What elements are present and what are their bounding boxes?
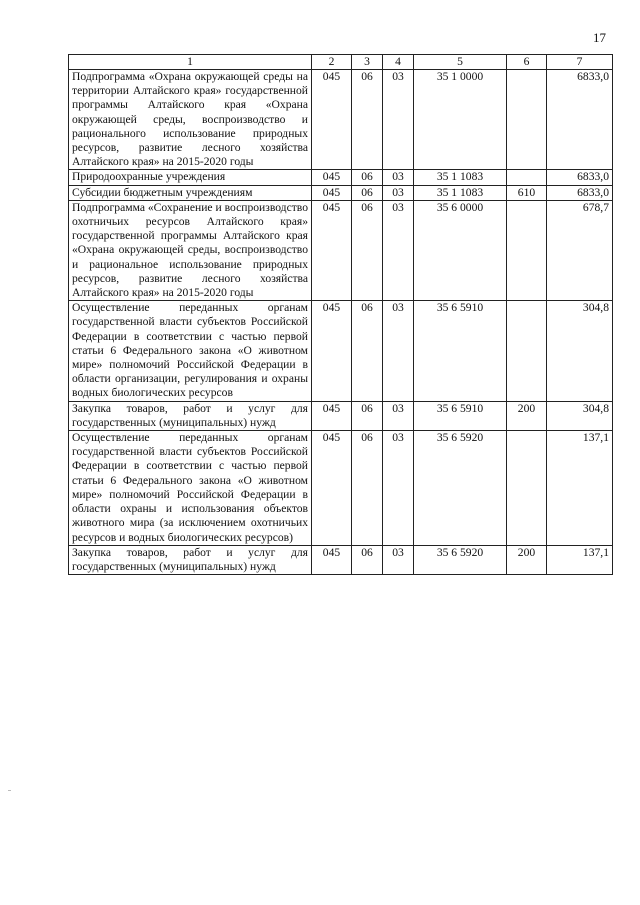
row-subsection-code: 03: [383, 545, 414, 574]
row-expense-type: [507, 200, 547, 300]
row-ministry-code: 045: [312, 431, 352, 546]
header-col-4: 4: [383, 55, 414, 70]
row-section-code: 06: [352, 70, 383, 170]
row-section-code: 06: [352, 185, 383, 200]
table-row: [69, 200, 613, 300]
row-ministry-code: 045: [312, 301, 352, 401]
row-amount: 137,1: [547, 545, 613, 574]
table-row: [69, 545, 613, 574]
row-ministry-code: 045: [312, 401, 352, 430]
table-row: [69, 170, 613, 185]
row-expense-type: 200: [507, 401, 547, 430]
table-row: [69, 401, 613, 430]
row-amount: 304,8: [547, 401, 613, 430]
header-col-7: 7: [547, 55, 613, 70]
table-row: [69, 301, 613, 401]
header-col-2: 2: [312, 55, 352, 70]
row-amount: 6833,0: [547, 70, 613, 170]
row-target-code: 35 1 1083: [414, 185, 507, 200]
table-header: [69, 55, 613, 70]
row-target-code: 35 6 5920: [414, 545, 507, 574]
row-ministry-code: 045: [312, 200, 352, 300]
page-number: 17: [593, 30, 606, 45]
row-name: Закупка товаров, работ и услуг для государственных (муниципальных) нужд: [69, 545, 312, 574]
row-amount: 678,7: [547, 200, 613, 300]
row-subsection-code: 03: [383, 70, 414, 170]
row-amount: 6833,0: [547, 170, 613, 185]
row-name: Подпрограмма «Охрана окружающей среды на территории Алтайского края» государственной программы Алтайского края «Охрана окружающей среды, воспроизводство и рационального использование природных ресурсов, развитие лесного хозяйства Алтайского края» на 2015-2020 годы: [69, 70, 312, 170]
row-section-code: 06: [352, 170, 383, 185]
row-expense-type: 610: [507, 185, 547, 200]
header-col-1: 1: [69, 55, 312, 70]
row-target-code: 35 6 0000: [414, 200, 507, 300]
row-name: Субсидии бюджетным учреждениям: [69, 185, 312, 200]
row-section-code: 06: [352, 200, 383, 300]
table-row: [69, 431, 613, 546]
row-name: Закупка товаров, работ и услуг для государственных (муниципальных) нужд: [69, 401, 312, 430]
row-section-code: 06: [352, 431, 383, 546]
row-subsection-code: 03: [383, 185, 414, 200]
table-row: [69, 70, 613, 170]
row-expense-type: [507, 170, 547, 185]
row-ministry-code: 045: [312, 185, 352, 200]
header-col-3: 3: [352, 55, 383, 70]
scan-artifact: [8, 790, 11, 791]
row-amount: 6833,0: [547, 185, 613, 200]
table-row: [69, 185, 613, 200]
row-ministry-code: 045: [312, 70, 352, 170]
row-name: Природоохранные учреждения: [69, 170, 312, 185]
row-name: Подпрограмма «Сохранение и воспроизводство охотничьих ресурсов Алтайского края» государственной программы Алтайского края «Охрана окружающей среды, воспроизводство и рациональное использование природных ресурсов, развитие лесного хозяйства Алтайского края» на 2015-2020 годы: [69, 200, 312, 300]
header-row: [69, 55, 613, 70]
header-col-6: 6: [507, 55, 547, 70]
row-target-code: 35 6 5910: [414, 401, 507, 430]
row-expense-type: 200: [507, 545, 547, 574]
table-body: [69, 70, 613, 575]
row-target-code: 35 6 5910: [414, 301, 507, 401]
row-amount: 304,8: [547, 301, 613, 401]
row-amount: 137,1: [547, 431, 613, 546]
row-ministry-code: 045: [312, 170, 352, 185]
row-section-code: 06: [352, 545, 383, 574]
row-ministry-code: 045: [312, 545, 352, 574]
row-subsection-code: 03: [383, 431, 414, 546]
row-subsection-code: 03: [383, 200, 414, 300]
header-col-5: 5: [414, 55, 507, 70]
row-expense-type: [507, 431, 547, 546]
row-section-code: 06: [352, 301, 383, 401]
row-name: Осуществление переданных органам государственной власти субъектов Российской Федерации в соответствии с частью первой статьи 6 Федерального закона «О животном мире» полномочий Российской Федерации в области охраны и использования объектов животного мира (за исключением охотничьих ресурсов и водных биологических ресурсов): [69, 431, 312, 546]
row-subsection-code: 03: [383, 301, 414, 401]
row-name: Осуществление переданных органам государственной власти субъектов Российской Федерации в соответствии с частью первой статьи 6 Федерального закона «О животном мире» полномочий Российской Федерации в области организации, регулирования и охраны водных биологических ресурсов: [69, 301, 312, 401]
row-subsection-code: 03: [383, 170, 414, 185]
budget-table: [68, 54, 613, 575]
row-expense-type: [507, 301, 547, 401]
row-section-code: 06: [352, 401, 383, 430]
row-target-code: 35 6 5920: [414, 431, 507, 546]
row-target-code: 35 1 0000: [414, 70, 507, 170]
row-target-code: 35 1 1083: [414, 170, 507, 185]
row-expense-type: [507, 70, 547, 170]
row-subsection-code: 03: [383, 401, 414, 430]
